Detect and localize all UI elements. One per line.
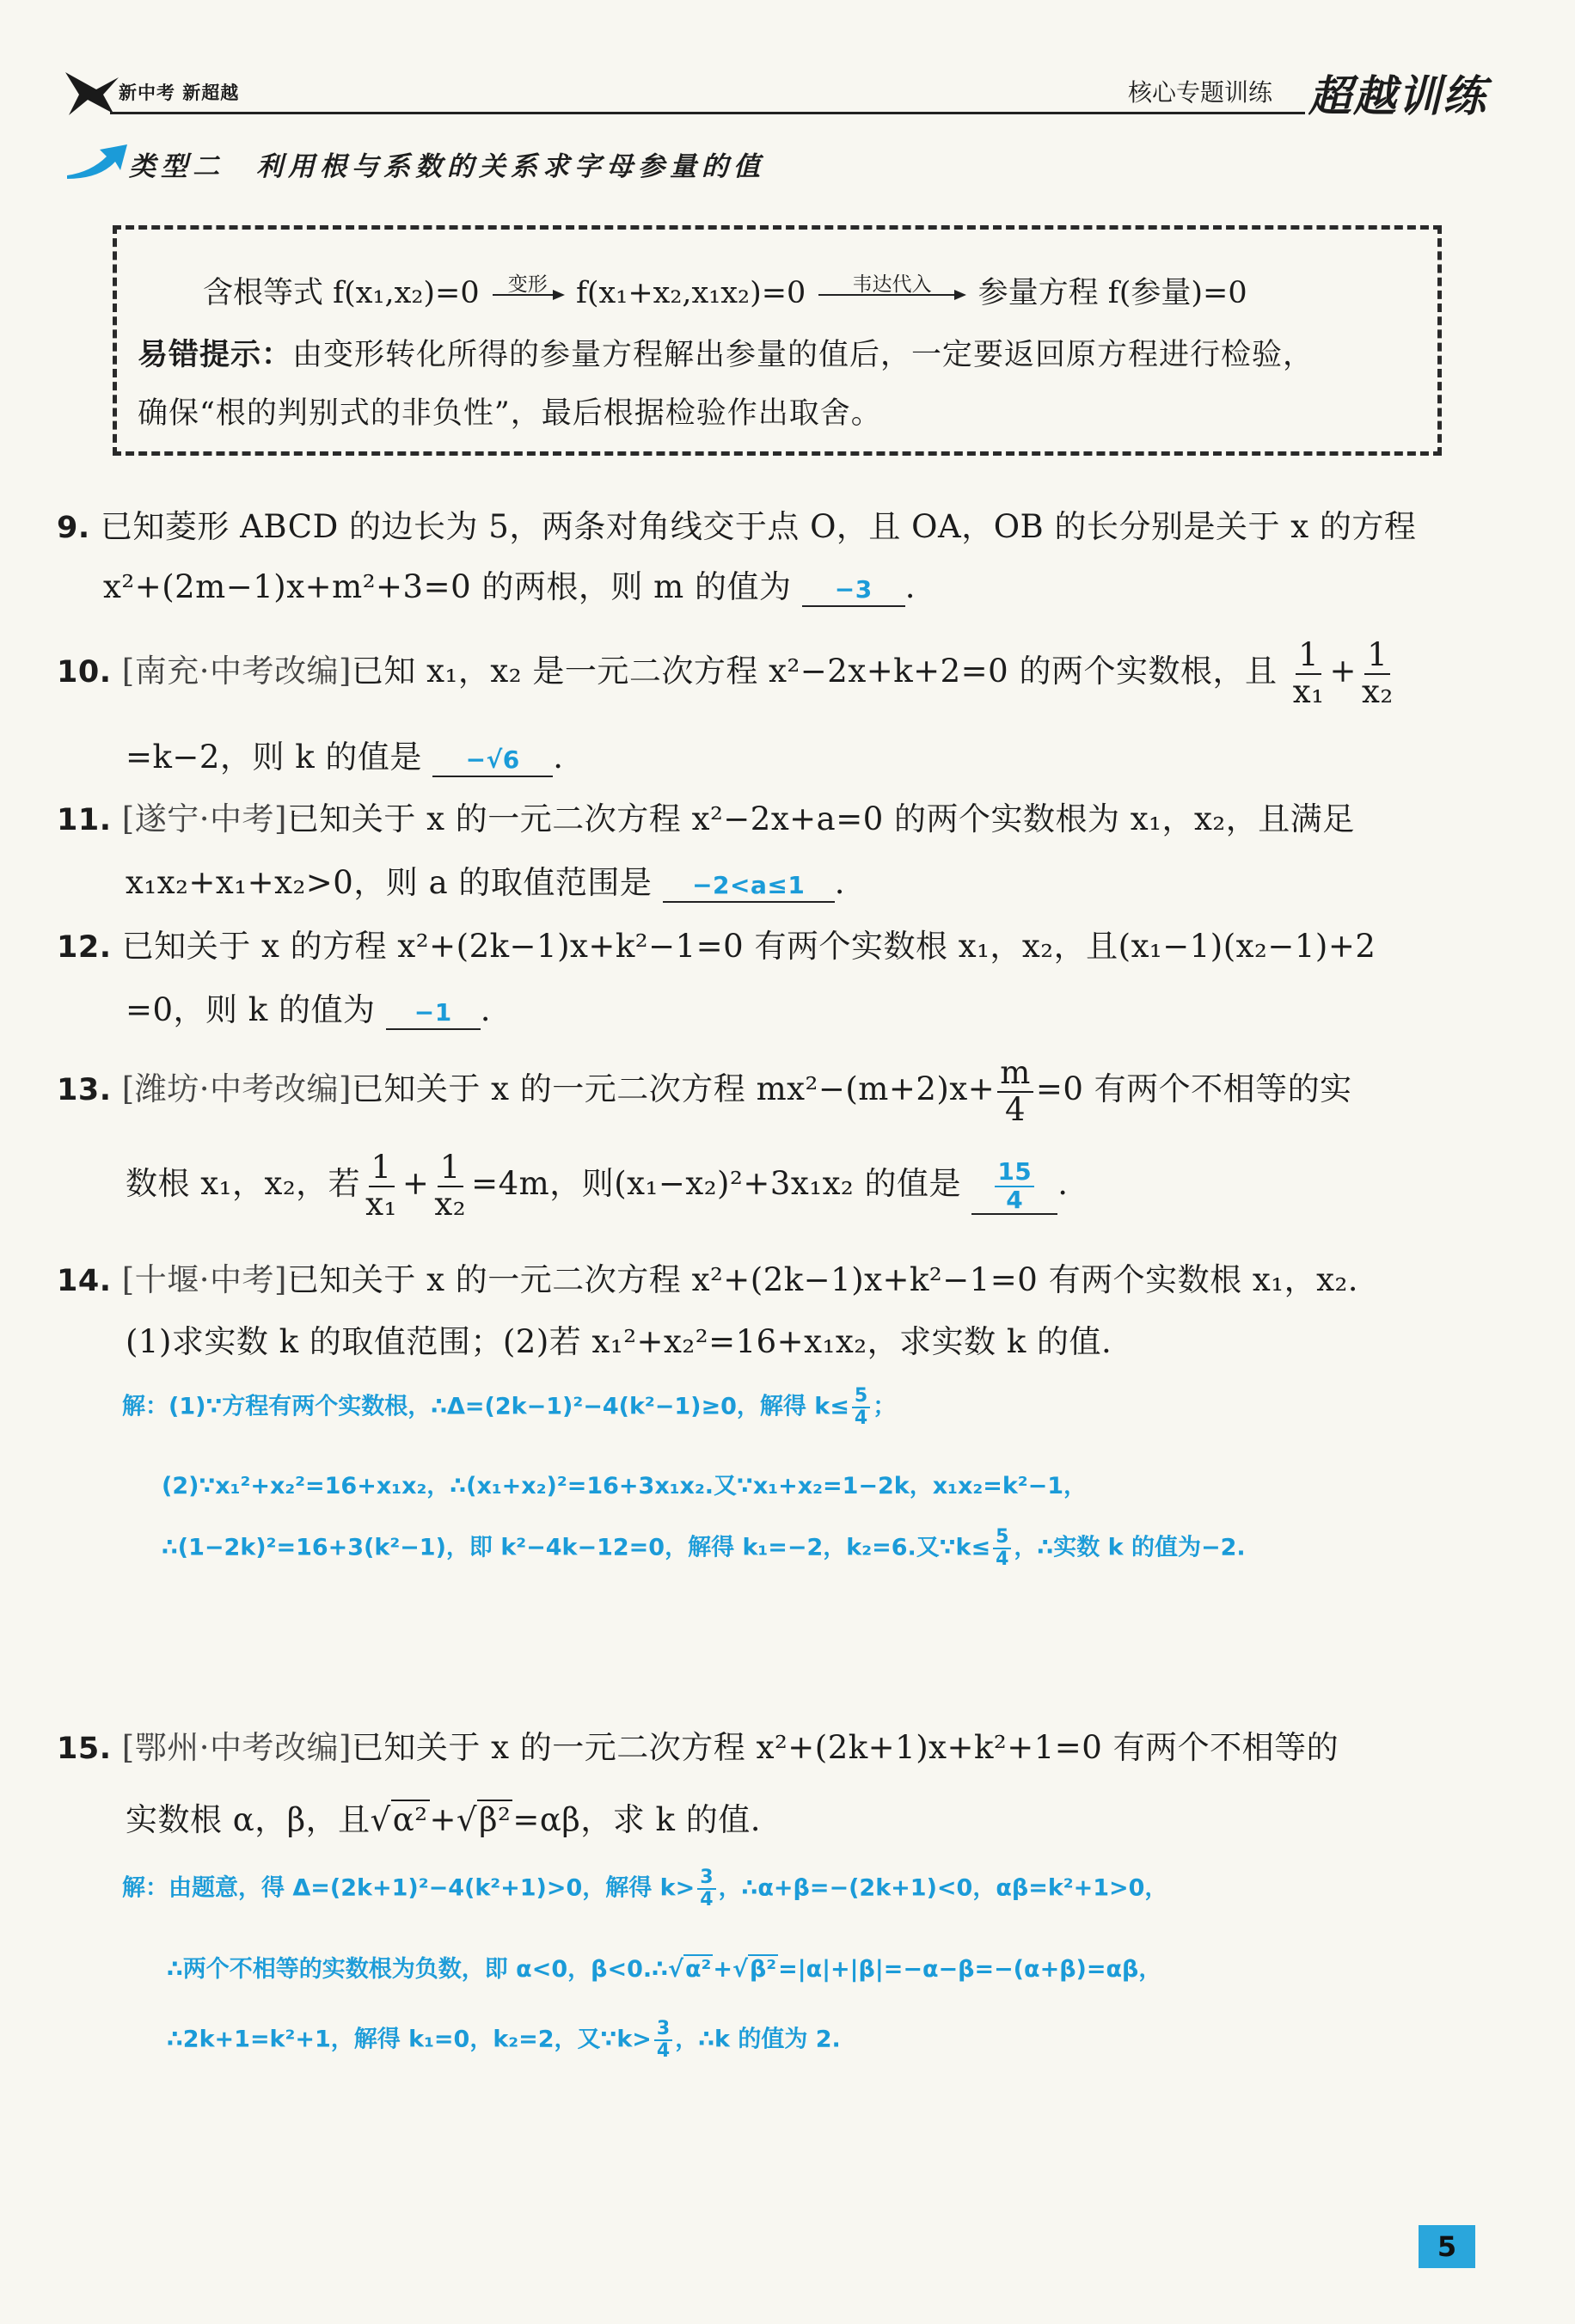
problem-number: 14.	[57, 1264, 112, 1298]
problem-15-line-1	[57, 1721, 1339, 1768]
answer-blank	[971, 1156, 1057, 1216]
answer: −1	[414, 998, 452, 1027]
problem-text: =k−2，则 k 的值是	[126, 739, 422, 776]
arrow-label-vieta: 韦达代入	[852, 273, 932, 296]
flow-end: 参量方程 f(参量)=0	[977, 276, 1247, 310]
solution-15-line-3: ∴2k+1=k²+1，解得 k₁=0，k₂=2，又∵k> $\frac{3}{4}$ ，∴k 的值为 2.	[167, 2018, 841, 2063]
tip-line-2: 确保“根的判别式的非负性”，最后根据检验作出取舍。	[138, 396, 882, 431]
problem-text: =4m，则(x₁−x₂)²+3x₁x₂ 的值是	[471, 1165, 962, 1203]
problem-15-line-2: 实数根 α，β，且√α²+√β²=αβ，求 k 的值.	[126, 1801, 761, 1838]
fraction-reciprocal-x2: $\frac{1}{\text{x₂}}$	[434, 1149, 467, 1223]
flow-mid: f(x₁+x₂,x₁x₂)=0	[575, 276, 806, 310]
problem-14-line-2: (1)求实数 k 的取值范围；(2)若 x₁²+x₂²=16+x₁x₂，求实数 k 的值.	[126, 1323, 1112, 1360]
problem-number: 13.	[57, 1073, 112, 1108]
series-title: 超越训练	[1308, 71, 1487, 121]
problem-text: 已知关于 x 的一元二次方程 x²−2x+a=0 的两个实数根为 x₁，x₂，且满足	[286, 800, 1355, 837]
transformation-flow	[203, 269, 1247, 312]
problem-number: 12.	[57, 930, 112, 965]
problem-text: 已知菱形 ABCD 的边长为 5，两条对角线交于点 O，且 OA，OB 的长分别是关于 x 的方程	[100, 508, 1417, 545]
problem-source: [遂宁·中考]	[121, 800, 287, 837]
problem-13-line-2: 数根 x₁，x₂，若 $\frac{1}{\text{x₁}}$ + $\frac{1}{\text{x₂}}$ =4m，则(x₁−x₂)²+3x₁x₂ 的值是 $\frac{15}{4}$ .	[126, 1149, 1069, 1223]
header-subtitle: 核心专题训练	[1128, 78, 1273, 107]
header-rule	[110, 112, 1305, 114]
problem-text: 已知 x₁，x₂ 是一元二次方程 x²−2x+k+2=0 的两个实数根，且	[351, 653, 1278, 690]
fraction-reciprocal-x1: $\frac{1}{\text{x₁}}$	[365, 1149, 397, 1223]
vieta-arrow	[818, 273, 965, 296]
flow-start: 含根等式 f(x₁,x₂)=0	[203, 276, 480, 310]
answer: −2<a≤1	[692, 871, 806, 899]
answer-blank	[386, 991, 481, 1030]
tip-lead: 易错提示：	[138, 338, 293, 372]
solution-15-line-1: 解：由题意，得 Δ=(2k+1)²−4(k²+1)>0，解得 k> $\frac{3}{4}$ ，∴α+β=−(2k+1)<0，αβ=k²+1>0，	[122, 1867, 1168, 1911]
problem-10-line-2: =k−2，则 k 的值是 −√6 .	[126, 739, 564, 776]
problem-text: =αβ，求 k 的值.	[512, 1801, 761, 1838]
problem-number: 10.	[57, 655, 112, 690]
answer: −√6	[465, 745, 520, 774]
problem-text: =0，则 k 的值为	[126, 991, 376, 1028]
answer: −3	[834, 575, 873, 604]
problem-13-line-1	[57, 1056, 1352, 1127]
problem-source: [十堰·中考]	[121, 1261, 287, 1298]
solution-14-line-1: 解：(1)∵方程有两个实数根，∴Δ=(2k−1)²−4(k²−1)≥0，解得 k≤ $\frac{5}{4}$ ；	[122, 1385, 897, 1430]
problem-number: 11.	[57, 803, 112, 837]
tip-text-1: 由变形转化所得的参量方程解出参量的值后，一定要返回原方程进行检验，	[292, 338, 1315, 372]
solution-15-line-2: ∴两个不相等的实数根为负数，即 α<0，β<0.∴√α²+√β²=|α|+|β|=−α−β=−(α+β)=αβ，	[167, 1956, 1162, 1983]
problem-text: 实数根 α，β，且	[126, 1801, 371, 1838]
solution-14-line-2: (2)∵x₁²+x₂²=16+x₁x₂，∴(x₁+x₂)²=16+3x₁x₂.又∵x₁+x₂=1−2k，x₁x₂=k²−1，	[162, 1473, 1088, 1499]
problem-source: [鄂州·中考改编]	[121, 1729, 352, 1766]
answer-blank	[802, 568, 905, 607]
problem-9-line-2	[103, 561, 916, 607]
problem-number: 15.	[57, 1732, 112, 1766]
section-arrow-icon	[65, 141, 134, 181]
period: .	[904, 568, 916, 605]
problem-text: 已知关于 x 的一元二次方程 mx²−(m+2)x+	[351, 1070, 996, 1108]
problem-12-line-1	[57, 920, 1376, 966]
problem-text: 已知关于 x 的一元二次方程 x²+(2k+1)x+k²+1=0 有两个不相等的	[351, 1729, 1339, 1766]
fraction-m-over-4: $\frac{m}{4}$	[997, 1056, 1033, 1127]
arrow-label-transform: 变形	[507, 273, 548, 296]
tip-line-1	[138, 331, 1314, 374]
page-number: 5	[1419, 2225, 1475, 2268]
problem-11-line-2: x₁x₂+x₁+x₂>0，则 a 的取值范围是 −2<a≤1 .	[126, 864, 845, 901]
problem-text: 已知关于 x 的一元二次方程 x²+(2k−1)x+k²−1=0 有两个实数根 x₁，x₂.	[286, 1261, 1359, 1298]
fraction-reciprocal-x1: $\frac{1}{\text{x₁}}$	[1292, 636, 1325, 710]
problem-source: [潍坊·中考改编]	[121, 1070, 352, 1108]
problem-text: x₁x₂+x₁+x₂>0，则 a 的取值范围是	[126, 864, 653, 901]
brand-name: 新中考 新超越	[119, 83, 240, 103]
answer-blank	[663, 864, 835, 903]
solution-14-line-3: ∴(1−2k)²=16+3(k²−1)，即 k²−4k−12=0，解得 k₁=−2，k₂=6.又∵k≤ $\frac{5}{4}$ ，∴实数 k 的值为−2.	[162, 1526, 1246, 1571]
problem-text: 已知关于 x 的方程 x²+(2k−1)x+k²−1=0 有两个实数根 x₁，x₂，且(x₁−1)(x₂−1)+2	[121, 928, 1376, 965]
fraction-reciprocal-x2: $\frac{1}{\text{x₂}}$	[1361, 636, 1394, 710]
answer-blank	[432, 739, 553, 777]
problem-number: 9.	[57, 511, 90, 545]
transform-arrow	[493, 273, 563, 296]
problem-12-line-2: =0，则 k 的值为 −1 .	[126, 991, 492, 1028]
problem-9-line-1	[57, 500, 1416, 547]
problem-text: 数根 x₁，x₂，若	[126, 1165, 361, 1203]
section-title: 类型二 利用根与系数的关系求字母参量的值	[129, 151, 765, 182]
problem-text: x²+(2m−1)x+m²+3=0 的两根，则 m 的值为	[103, 568, 792, 605]
problem-10-line-1: 10. [南充·中考改编]已知 x₁，x₂ 是一元二次方程 x²−2x+k+2=0 的两个实数根，且 $\frac{1}{\text{x₁}}$ + $\frac{1}{\text{x₂}}$	[57, 638, 1399, 709]
problem-11-line-1	[57, 793, 1355, 839]
problem-14-line-1	[57, 1254, 1358, 1300]
answer-fraction: $\frac{15}{4}$	[995, 1159, 1034, 1214]
method-tip-box	[113, 225, 1442, 456]
problem-text: =0 有两个不相等的实	[1035, 1070, 1352, 1108]
problem-source: [南充·中考改编]	[121, 653, 352, 690]
